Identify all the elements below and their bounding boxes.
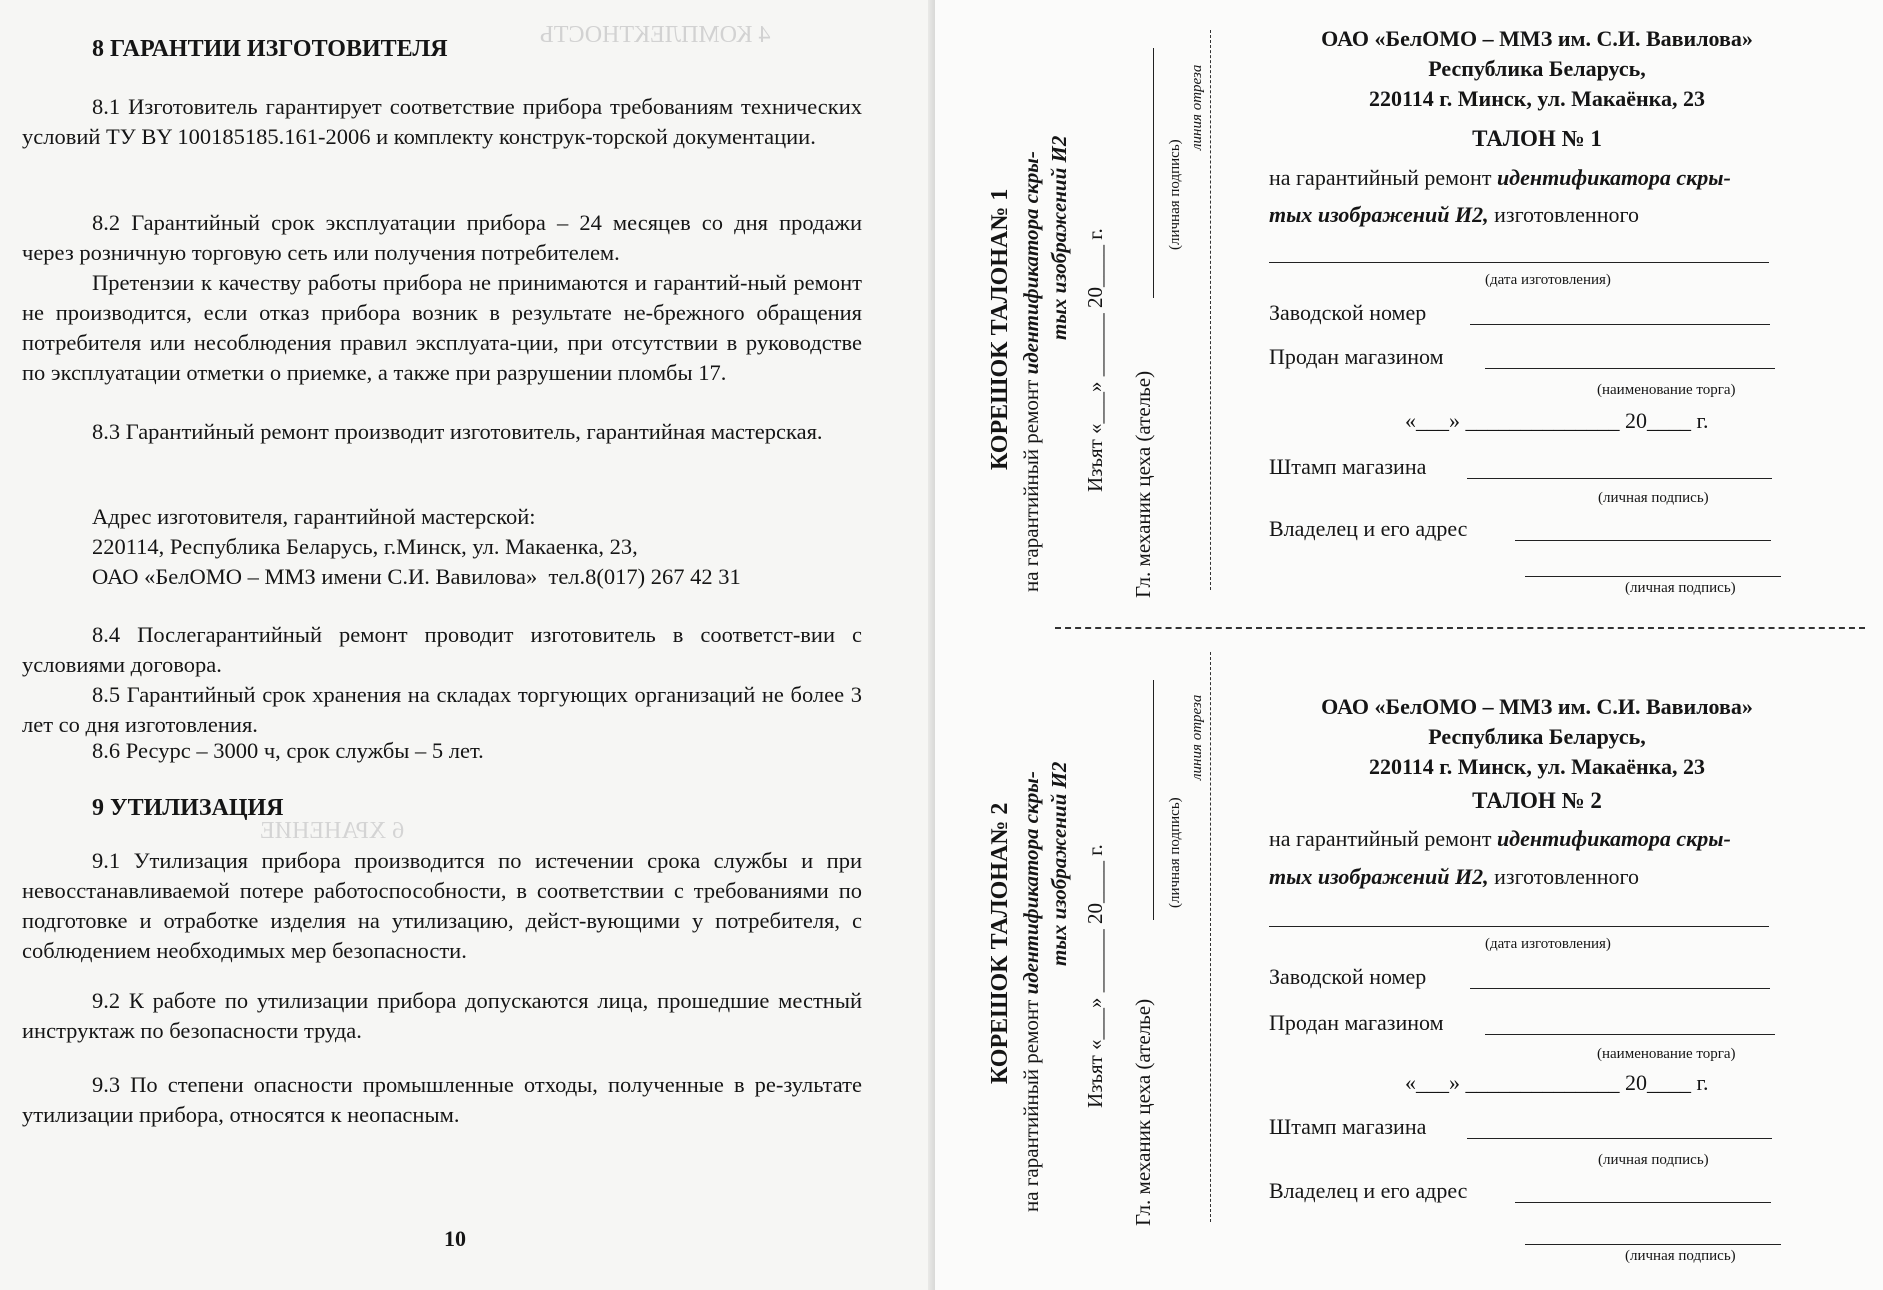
paragraph-8-5: 8.5 Гарантийный срок хранения на складах торгующих организаций не более 3 лет со дня изготовления.: [22, 682, 862, 737]
stub-2-subtitle-2: тых изображений И2: [1047, 761, 1071, 966]
coupon-2-owner-signature-line: [1525, 1244, 1781, 1245]
paragraph-8-3: 8.3 Гарантийный ремонт производит изготовитель, гарантийная мастерская.: [92, 419, 823, 444]
show-through-heading: 4 КОМПЛЕКТНОСТЬ: [540, 22, 771, 48]
coupon-2-description-2: тых изображений И2, изготовленного: [1269, 864, 1639, 889]
coupon-2-org-line-1: ОАО «БелОМО – ММЗ им. С.И. Вавилова»: [1321, 694, 1753, 719]
stub-2-title: КОРЕШОК ТАЛОНА№ 2: [987, 802, 1013, 1084]
coupon-1-org-line-2: Республика Беларусь,: [1428, 56, 1646, 81]
coupon-2-serial-line: [1470, 988, 1770, 989]
stub-1-subtitle: на гарантийный ремонт идентификатора скры-: [1019, 151, 1043, 592]
paragraph-9-1: 9.1 Утилизация прибора производится по истечении срока службы и при невосстанавливаемой потере работоспособности, в соответствии с требованиями по подготовке и отработке изделия на утилизацию, дейст-вующими у потребителя, с соблюдением необходимых мер безопасности.: [22, 848, 862, 963]
coupon-2-store-line: [1485, 1034, 1775, 1035]
address-line-2: ОАО «БелОМО – ММЗ имени С.И. Вавилова» тел.8(017) 267 42 31: [92, 564, 741, 589]
stub-2-cut-line: [1210, 652, 1211, 1222]
stub-2-seized: Изъят «___» ______ 20____ г.: [1083, 844, 1107, 1108]
coupon-2-date-line: «___» ______________ 20____ г.: [1405, 1070, 1709, 1095]
coupon-2-manufacture-date-line: [1269, 926, 1769, 927]
coupon-1-owner-line: [1515, 540, 1771, 541]
coupon-1-date-line: «___» ______________ 20____ г.: [1405, 408, 1709, 433]
coupon-2-owner-label: Владелец и его адрес: [1269, 1178, 1468, 1203]
stub-2-cut-line-label: линия отреза: [1189, 694, 1205, 780]
coupon-1-manufacture-date-caption: (дата изготовления): [1485, 272, 1611, 288]
coupon-1-store-line: [1485, 368, 1775, 369]
coupon-2-owner-signature-caption: (личная подпись): [1625, 1248, 1736, 1264]
coupon-2-serial-label: Заводской номер: [1269, 964, 1427, 989]
stub-2-mechanic: Гл. механик цеха (ателье): [1131, 998, 1155, 1226]
coupon-1-sold-label: Продан магазином: [1269, 344, 1444, 369]
paragraph-8-1: 8.1 Изготовитель гарантирует соответствие прибора требованиям технических условий ТУ BY 100185185.161-2006 и комплекту конструк-торской документации.: [22, 94, 862, 149]
stub-1-cut-line: [1210, 30, 1211, 590]
coupon-2-manufacture-date-caption: (дата изготовления): [1485, 936, 1611, 952]
coupon-1-owner-signature-line: [1525, 576, 1781, 577]
stub-2-signature-caption: (личная подпись): [1167, 797, 1183, 908]
stub-1-cut-line-label: линия отреза: [1189, 64, 1205, 150]
coupon-1-store-caption: (наименование торга): [1597, 382, 1736, 398]
coupon-1-stamp-line: [1467, 478, 1772, 479]
page-number: 10: [444, 1226, 466, 1251]
coupon-1-org-line-3: 220114 г. Минск, ул. Макаёнка, 23: [1368, 86, 1706, 111]
coupon-1-description-1: на гарантийный ремонт идентификатора скры-: [1269, 165, 1731, 190]
paragraph-claims: Претензии к качеству работы прибора не принимаются и гарантий-ный ремонт не производится, если отказ прибора возник в результате не-брежного обращения потребителя или несоблюдения правил эксплуата-ции, при отсутствии в руководстве по эксплуатации отметки о приемке, а также при разрушении пломбы 17.: [22, 270, 862, 385]
paragraph-8-6: 8.6 Ресурс – 3000 ч, срок службы – 5 лет.: [92, 738, 484, 763]
coupon-1-serial-label: Заводской номер: [1269, 300, 1427, 325]
paragraph-8-2: 8.2 Гарантийный срок эксплуатации прибора – 24 месяцев со дня продажи через розничную торговую сеть или получения потребителем.: [22, 210, 862, 265]
address-line-1: 220114, Республика Беларусь, г.Минск, ул. Макаенка, 23,: [92, 534, 638, 559]
stub-1-signature-line: [1153, 48, 1154, 298]
coupon-2-title: ТАЛОН № 2: [1472, 788, 1602, 813]
section-8-title: 8 ГАРАНТИИ ИЗГОТОВИТЕЛЯ: [92, 36, 448, 62]
coupon-1-signature-caption: (личная подпись): [1598, 490, 1709, 506]
coupon-2-org-line-2: Республика Беларусь,: [1428, 724, 1646, 749]
coupon-2-owner-line: [1515, 1202, 1771, 1203]
stub-1-title: КОРЕШОК ТАЛОНА№ 1: [987, 188, 1013, 470]
coupon-1-owner-label: Владелец и его адрес: [1269, 516, 1468, 541]
coupon-1-org-line-1: ОАО «БелОМО – ММЗ им. С.И. Вавилова»: [1321, 26, 1753, 51]
coupon-2-signature-caption: (личная подпись): [1598, 1152, 1709, 1168]
coupon-1-owner-signature-caption: (личная подпись): [1625, 580, 1736, 596]
paragraph-9-2: 9.2 К работе по утилизации прибора допускаются лица, прошедшие местный инструктаж по безопасности труда.: [22, 988, 862, 1043]
coupon-1-serial-line: [1470, 324, 1770, 325]
paragraph-9-3: 9.3 По степени опасности промышленные отходы, полученные в ре-зультате утилизации прибора, относятся к неопасным.: [22, 1072, 862, 1127]
right-page: [935, 0, 1883, 1290]
stub-1-signature-caption: (личная подпись): [1167, 139, 1183, 250]
horizontal-cut-line: [1055, 627, 1865, 629]
coupon-2-store-caption: (наименование торга): [1597, 1046, 1736, 1062]
stub-1-seized: Изъят «___» ______ 20____ г.: [1083, 228, 1107, 492]
coupon-2-description-1: на гарантийный ремонт идентификатора скры-: [1269, 826, 1731, 851]
stub-2-signature-line: [1153, 680, 1154, 920]
coupon-2-sold-label: Продан магазином: [1269, 1010, 1444, 1035]
coupon-2-stamp-label: Штамп магазина: [1269, 1114, 1427, 1139]
coupon-1-manufacture-date-line: [1269, 262, 1769, 263]
coupon-1-description-2: тых изображений И2, изготовленного: [1269, 202, 1639, 227]
address-label: Адрес изготовителя, гарантийной мастерской:: [92, 504, 536, 529]
coupon-2-org-line-3: 220114 г. Минск, ул. Макаёнка, 23: [1368, 754, 1706, 779]
paragraph-8-4: 8.4 Послегарантийный ремонт проводит изготовитель в соответст-вии с условиями договора.: [22, 622, 862, 677]
show-through-heading-2: 6 ХРАНЕНИЕ: [260, 818, 405, 844]
coupon-2-stamp-line: [1467, 1138, 1772, 1139]
stub-2-subtitle: на гарантийный ремонт идентификатора скры-: [1019, 771, 1043, 1212]
left-page: [0, 0, 935, 1290]
coupon-1-title: ТАЛОН № 1: [1472, 126, 1602, 151]
section-9-title: 9 УТИЛИЗАЦИЯ: [92, 795, 284, 821]
coupon-1-stamp-label: Штамп магазина: [1269, 454, 1427, 479]
stub-1-subtitle-2: тых изображений И2: [1047, 135, 1071, 340]
stub-1-mechanic: Гл. механик цеха (ателье): [1131, 370, 1155, 598]
